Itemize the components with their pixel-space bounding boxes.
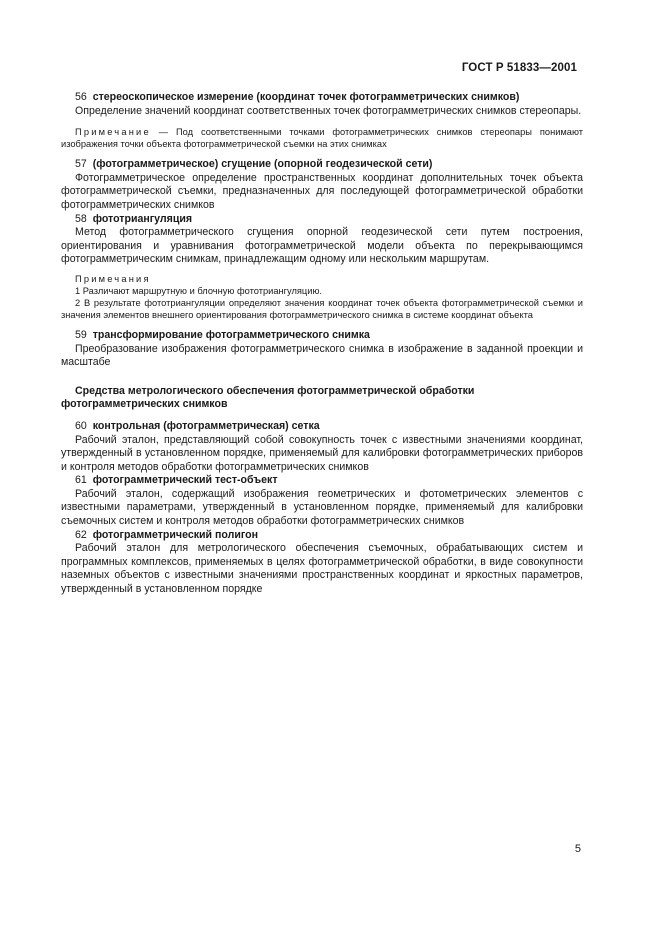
definition-59: Преобразование изображения фотограмметрического снимка в изображение в заданной проекции и масштабе bbox=[61, 342, 583, 369]
term-57 bbox=[61, 158, 583, 172]
term-number: 62 bbox=[75, 528, 87, 541]
section-title-line2: фотограмметрических снимков bbox=[61, 398, 228, 411]
section-title bbox=[61, 385, 583, 412]
standard-designation: ГОСТ Р 51833—2001 bbox=[461, 62, 577, 74]
term-number: 61 bbox=[75, 474, 87, 487]
note-58-2: 2 В результате фототриангуляции определяют значения координат точек объекта фотограмметрической съемки и значения элементов внешнего ориентирования фотограмметрического снимка в системе координат объекта bbox=[61, 297, 583, 320]
section-title-line1: Средства метрологического обеспечения фотограмметрической обработки bbox=[75, 384, 475, 397]
notes-heading-58: Примечания bbox=[75, 273, 151, 284]
term-60 bbox=[61, 420, 583, 434]
note-56 bbox=[61, 126, 583, 150]
term-name: (фотограмметрическое) сгущение (опорной геодезической сети) bbox=[92, 158, 433, 171]
term-56 bbox=[61, 91, 583, 105]
note-text: — Под соответственными точками фотограмметрических снимков стереопары понимают изображения точки объекта фотограмметрической съемки на этих снимках bbox=[61, 127, 583, 150]
definition-56: Определение значений координат соответственных точек фотограмметрических снимков стереопары. bbox=[75, 104, 582, 117]
definition-62: Рабочий эталон для метрологического обеспечения съемочных, обрабатывающих систем и программных комплексов, применяемых в целях фотограмметрической обработки, в виде совокупности наземных объектов с известными значениями пространственных координат и яркостных параметров, утвержденный в установленном порядке bbox=[61, 542, 583, 596]
term-number: 58 bbox=[75, 212, 87, 225]
note-58-1: 1 Различают маршрутную и блочную фототриангуляцию. bbox=[75, 285, 323, 296]
term-name: фотограмметрический тест-объект bbox=[92, 474, 278, 487]
note-lead: Примечание bbox=[75, 127, 151, 138]
term-58 bbox=[61, 213, 583, 227]
term-number: 56 bbox=[75, 91, 87, 103]
term-59 bbox=[61, 329, 583, 343]
definition-58: Метод фотограмметрического сгущения опорной геодезической сети путем построения, ориентирования и уравнивания фотограмметрической модели объекта по перекрывающимся фотограмметрическим снимкам, принадлежащим одному или нескольким маршрутам. bbox=[61, 226, 583, 266]
term-name: стереоскопическое измерение (координат точек фотограмметрических снимков) bbox=[92, 91, 520, 103]
document-body bbox=[61, 91, 583, 597]
definition-60: Рабочий эталон, представляющий собой совокупность точек с известными значениями координат, утвержденный в установленном порядке, применяемый для калибровки фотограмметрических приборов и контроля методов обработки фотограмметрических снимков bbox=[61, 433, 583, 473]
term-61 bbox=[61, 474, 583, 488]
term-name: фотограмметрический полигон bbox=[92, 528, 258, 541]
term-name: трансформирование фотограмметрического снимка bbox=[92, 328, 370, 341]
term-62 bbox=[61, 529, 583, 543]
term-number: 60 bbox=[75, 419, 87, 432]
term-name: контрольная (фотограмметрическая) сетка bbox=[92, 419, 320, 432]
term-number: 57 bbox=[75, 158, 87, 171]
page-number: 5 bbox=[574, 843, 581, 855]
definition-61: Рабочий эталон, содержащий изображения геометрических и фотометрических элементов с известными параметрами, утвержденный в установленном порядке, применяемый для калибровки съемочных систем и контроля методов обработки фотограмметрических снимков bbox=[61, 487, 583, 528]
term-number: 59 bbox=[75, 328, 87, 341]
term-name: фототриангуляция bbox=[92, 212, 193, 225]
definition-57: Фотограмметрическое определение пространственных координат дополнительных точек объекта фотограмметрической съемки, предназначенных для последующей фотограмметрической обработки фотограмметрических снимков bbox=[61, 171, 583, 211]
